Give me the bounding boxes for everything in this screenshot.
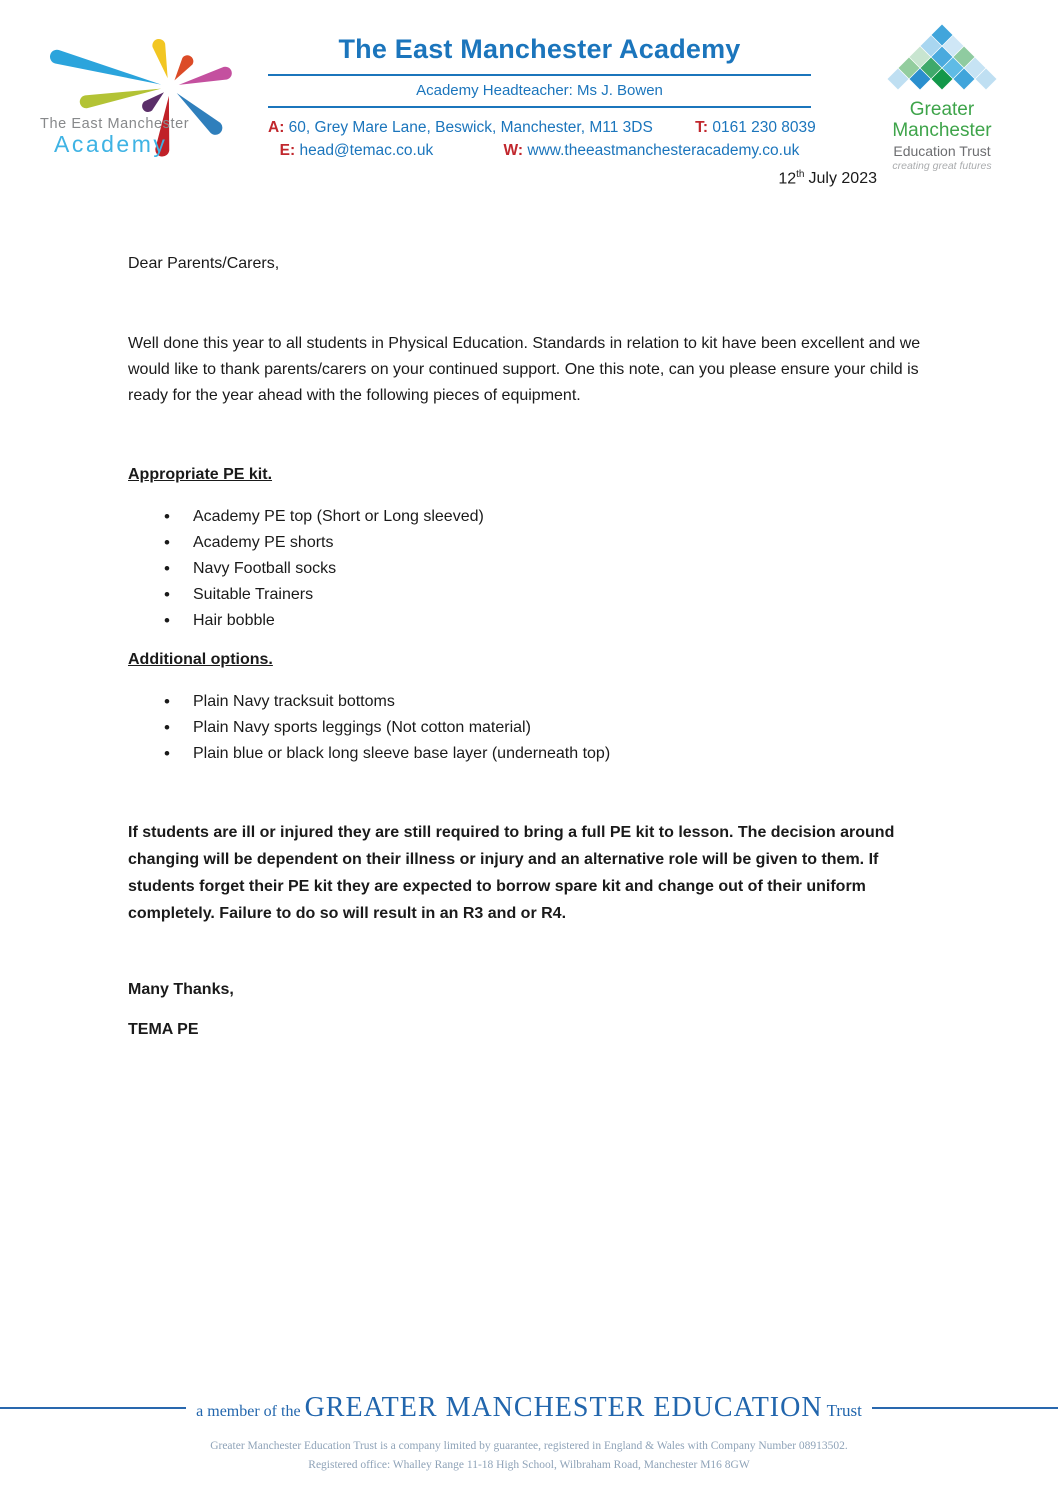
list-item: • Hair bobble bbox=[128, 608, 934, 634]
gmet-tagline: creating great futures bbox=[892, 160, 992, 172]
kit-section-heading: Appropriate PE kit. bbox=[128, 466, 273, 483]
date-ordinal: th bbox=[796, 169, 805, 180]
banner-rule-left bbox=[0, 1407, 186, 1409]
date-month-year: July 2023 bbox=[808, 170, 877, 188]
policy-paragraph: If students are ill or injured they are still required to bring a full PE kit to lesson. The decision around changing will be dependent on their illness or injury and an alternative role will be given to them. If students forget their PE kit they are expected to borrow spare kit and change out of their uniform completely. Failure to do so will result in an R3 and or R4. bbox=[128, 824, 895, 922]
header-divider-bottom bbox=[268, 106, 811, 108]
email-label: E: bbox=[279, 142, 296, 159]
phone-text: 0161 230 8039 bbox=[712, 119, 816, 136]
headteacher-name: Ms J. Bowen bbox=[577, 82, 663, 99]
membership-banner bbox=[0, 1392, 1058, 1424]
contact-line-address bbox=[268, 119, 816, 137]
legal-line-2: Registered office: Whalley Range 11-18 High School, Wilbraham Road, Manchester M16 8GW bbox=[308, 1459, 750, 1471]
options-list bbox=[128, 689, 934, 767]
gmet-logo bbox=[878, 24, 1006, 172]
gmet-name-line2: Manchester bbox=[892, 120, 992, 141]
date-day: 12 bbox=[778, 170, 797, 188]
letter-body bbox=[128, 251, 934, 1043]
web-label: W: bbox=[503, 142, 524, 159]
gmet-name bbox=[878, 99, 1006, 141]
email-text: head@temac.co.uk bbox=[299, 142, 434, 159]
web-text: www.theeastmanchesteracademy.co.uk bbox=[527, 142, 800, 159]
contact-line-email-web bbox=[268, 142, 811, 160]
list-item: • Plain Navy tracksuit bottoms bbox=[128, 689, 934, 715]
headteacher-label: Academy Headteacher: bbox=[416, 82, 573, 99]
banner-rule-right bbox=[872, 1407, 1058, 1409]
headteacher-line bbox=[268, 76, 811, 106]
closing-line: Many Thanks, bbox=[128, 981, 234, 998]
membership-suffix: Trust bbox=[826, 1401, 862, 1420]
list-item: • Suitable Trainers bbox=[128, 582, 934, 608]
legal-text bbox=[0, 1437, 1058, 1475]
membership-text bbox=[186, 1392, 872, 1424]
gmet-diamond-icon bbox=[882, 24, 1002, 90]
membership-main: GREATER MANCHESTER EDUCATION bbox=[304, 1392, 823, 1423]
letter-date bbox=[778, 169, 877, 188]
membership-prefix: a member of the bbox=[196, 1403, 301, 1420]
gmet-name-line1: Greater bbox=[909, 99, 975, 120]
list-item: • Academy PE shorts bbox=[128, 530, 934, 556]
page-footer bbox=[0, 1392, 1058, 1475]
kit-list bbox=[128, 504, 934, 634]
list-item: • Plain Navy sports leggings (Not cotton material) bbox=[128, 715, 934, 741]
list-item: • Academy PE top (Short or Long sleeved) bbox=[128, 504, 934, 530]
list-item: • Plain blue or black long sleeve base layer (underneath top) bbox=[128, 741, 934, 767]
school-logo-name-line2: Academy bbox=[54, 131, 168, 157]
phone-label: T: bbox=[695, 119, 709, 136]
address-label: A: bbox=[268, 119, 285, 136]
signature-line: TEMA PE bbox=[128, 1021, 199, 1038]
school-logo bbox=[38, 26, 240, 162]
intro-paragraph: Well done this year to all students in Physical Education. Standards in relation to kit have been excellent and we would like to thank parents/carers on your continued support. One this note, can you please ensure your child is ready for the year ahead with the following pieces of equipment. bbox=[128, 335, 921, 404]
legal-line-1: Greater Manchester Education Trust is a company limited by guarantee, registered in England & Wales with Company Number 08913502. bbox=[210, 1440, 848, 1452]
list-item: • Navy Football socks bbox=[128, 556, 934, 582]
school-title: The East Manchester Academy bbox=[338, 34, 741, 64]
school-logo-name-line1: The East Manchester bbox=[40, 116, 190, 132]
letterhead-center bbox=[268, 34, 816, 160]
address-text: 60, Grey Mare Lane, Beswick, Manchester, M11 3DS bbox=[288, 119, 653, 136]
gmet-subtitle: Education Trust bbox=[893, 143, 991, 159]
salutation: Dear Parents/Carers, bbox=[128, 255, 280, 272]
options-section-heading: Additional options. bbox=[128, 651, 273, 668]
